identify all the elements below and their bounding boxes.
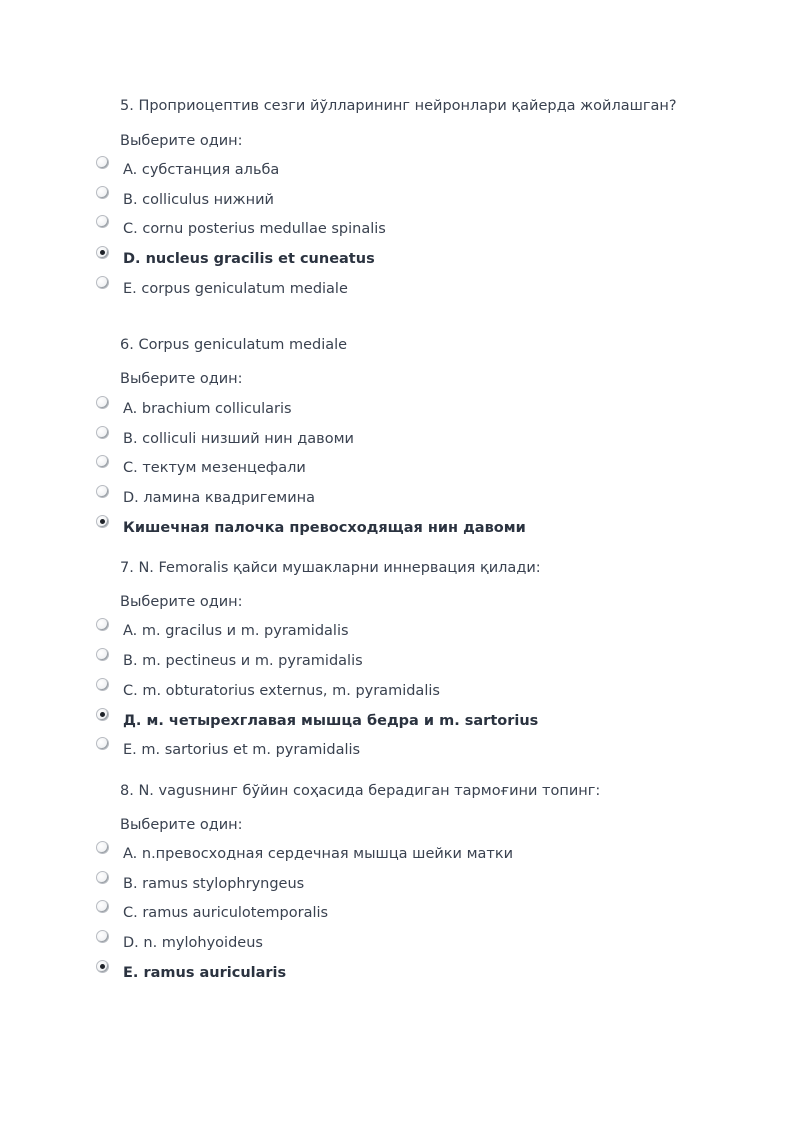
radio-button[interactable] — [96, 455, 109, 468]
option-a[interactable] — [96, 396, 736, 420]
question-prompt: Выберите один: — [120, 594, 243, 610]
option-d[interactable] — [96, 930, 736, 954]
option-label: Д. м. четырехглавая мышца бедра и m. sartorius — [123, 713, 539, 729]
radio-button[interactable] — [96, 678, 109, 691]
radio-button[interactable] — [96, 871, 109, 884]
question-title: 7. N. Femoralis қайси мушакларни иннервация қилади: — [120, 560, 541, 576]
radio-button[interactable] — [96, 156, 109, 169]
radio-button-checked[interactable] — [96, 708, 109, 721]
radio-button[interactable] — [96, 396, 109, 409]
option-label: Кишечная палочка превосходящая нин давоми — [123, 520, 526, 536]
radio-button[interactable] — [96, 930, 109, 943]
radio-button[interactable] — [96, 618, 109, 631]
option-label: B. ramus stylophryngeus — [123, 876, 305, 892]
radio-button[interactable] — [96, 276, 109, 289]
option-label: D. ламина квадригемина — [123, 490, 315, 506]
radio-button[interactable] — [96, 215, 109, 228]
question-title: 6. Corpus geniculatum mediale — [120, 337, 348, 353]
option-label: C. cornu posterius medullae spinalis — [123, 221, 386, 237]
option-c[interactable] — [96, 900, 736, 924]
radio-button-checked[interactable] — [96, 960, 109, 973]
question-prompt: Выберите один: — [120, 817, 243, 833]
option-a[interactable] — [96, 156, 736, 180]
radio-button[interactable] — [96, 841, 109, 854]
option-label: B. colliculi низший нин давоми — [123, 431, 354, 447]
option-b[interactable] — [96, 871, 736, 895]
option-label: D. nucleus gracilis et cuneatus — [123, 251, 375, 267]
option-b[interactable] — [96, 186, 736, 210]
option-label: A. brachium collicularis — [123, 401, 292, 417]
option-label: A. n.превосходная сердечная мышца шейки матки — [123, 846, 514, 862]
radio-button[interactable] — [96, 426, 109, 439]
radio-button[interactable] — [96, 186, 109, 199]
option-label: E. ramus auricularis — [123, 965, 287, 981]
option-label: B. colliculus нижний — [123, 192, 274, 208]
option-c[interactable] — [96, 455, 736, 479]
option-e[interactable] — [96, 276, 736, 300]
question-title: 8. N. vagusнинг бўйин соҳасида берадиган тармоғини топинг: — [120, 783, 601, 799]
question-prompt: Выберите один: — [120, 371, 243, 387]
option-b[interactable] — [96, 426, 736, 450]
option-d[interactable] — [96, 708, 736, 732]
option-label: D. n. mylohyoideus — [123, 935, 263, 951]
radio-button-checked[interactable] — [96, 515, 109, 528]
question-prompt: Выберите один: — [120, 133, 243, 149]
option-label: E. m. sartorius et m. pyramidalis — [123, 742, 361, 758]
radio-button[interactable] — [96, 737, 109, 750]
option-label: E. corpus geniculatum mediale — [123, 281, 348, 297]
option-c[interactable] — [96, 678, 736, 702]
radio-button[interactable] — [96, 648, 109, 661]
option-b[interactable] — [96, 648, 736, 672]
option-label: A. m. gracilus и m. pyramidalis — [123, 623, 349, 639]
option-label: C. тектум мезенцефали — [123, 460, 306, 476]
option-label: C. ramus auriculotemporalis — [123, 905, 329, 921]
option-label: A. субстанция альба — [123, 162, 280, 178]
option-a[interactable] — [96, 618, 736, 642]
option-label: B. m. pectineus и m. pyramidalis — [123, 653, 363, 669]
option-d[interactable] — [96, 246, 736, 270]
radio-button-checked[interactable] — [96, 246, 109, 259]
option-e[interactable] — [96, 515, 736, 539]
option-c[interactable] — [96, 215, 736, 239]
question-title: 5. Проприоцептив сезги йўлларининг нейронлари қайерда жойлашган? — [120, 98, 677, 114]
option-e[interactable] — [96, 737, 736, 761]
option-a[interactable] — [96, 841, 736, 865]
option-label: C. m. obturatorius externus, m. pyramidalis — [123, 683, 440, 699]
option-d[interactable] — [96, 485, 736, 509]
radio-button[interactable] — [96, 900, 109, 913]
option-e[interactable] — [96, 960, 736, 984]
radio-button[interactable] — [96, 485, 109, 498]
